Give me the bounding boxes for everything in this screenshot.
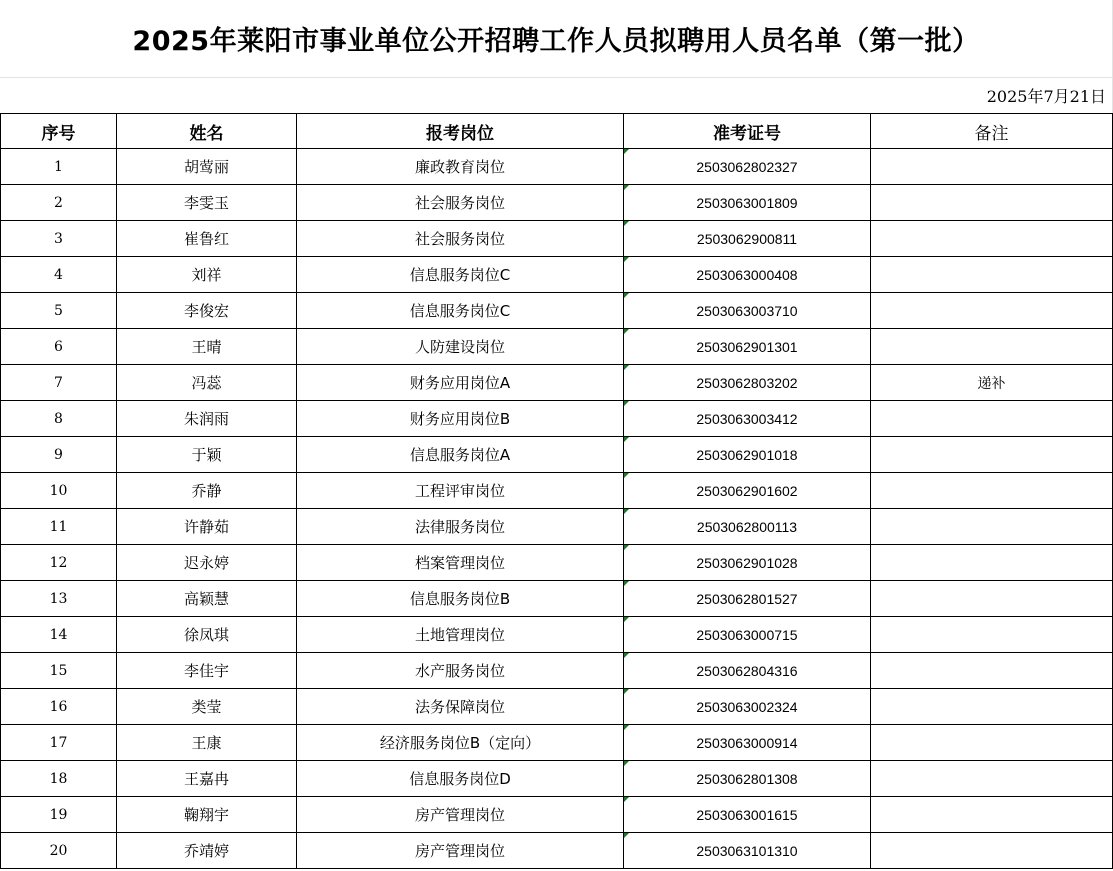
table-row [1, 797, 1113, 833]
cell-name-text: 类莹 [191, 698, 222, 716]
cell-name[interactable] [117, 833, 297, 869]
text-format-indicator-icon [624, 185, 629, 190]
hiring-list-table [0, 113, 1113, 869]
cell-exam-number[interactable] [624, 149, 871, 185]
text-format-indicator-icon [624, 257, 629, 262]
cell-name-text: 朱润雨 [183, 410, 229, 428]
cell-name-text: 高颖慧 [183, 590, 229, 608]
table-row [1, 653, 1113, 689]
cell-note[interactable] [871, 545, 1113, 581]
cell-index[interactable] [1, 653, 117, 689]
cell-exam-number-text: 2503062901018 [696, 446, 798, 463]
cell-exam-number[interactable] [624, 365, 871, 401]
cell-note[interactable] [871, 761, 1113, 797]
table-row [1, 473, 1113, 509]
text-format-indicator-icon [624, 797, 629, 802]
table-row [1, 221, 1113, 257]
column-header-note[interactable]: 备注 [871, 114, 1113, 149]
cell-name[interactable] [117, 185, 297, 221]
cell-note[interactable] [871, 797, 1113, 833]
table-row [1, 761, 1113, 797]
cell-index[interactable] [1, 617, 117, 653]
cell-index[interactable] [1, 473, 117, 509]
cell-post[interactable] [297, 545, 624, 581]
table-row [1, 581, 1113, 617]
cell-post[interactable] [297, 689, 624, 725]
cell-name-text: 王晴 [191, 338, 222, 356]
cell-name[interactable] [117, 545, 297, 581]
cell-name-text: 刘祥 [191, 266, 222, 284]
table-row [1, 725, 1113, 761]
cell-post-text: 廉政教育岗位 [414, 158, 505, 176]
text-format-indicator-icon [624, 329, 629, 334]
cell-post[interactable] [297, 761, 624, 797]
cell-exam-number[interactable] [624, 689, 871, 725]
cell-name[interactable] [117, 293, 297, 329]
column-header-post[interactable]: 报考岗位 [297, 114, 624, 149]
cell-index[interactable] [1, 257, 117, 293]
cell-name-text: 王康 [191, 734, 222, 752]
table-header-row [1, 114, 1113, 149]
cell-index-text: 8 [54, 410, 63, 427]
cell-exam-number[interactable] [624, 725, 871, 761]
cell-name[interactable] [117, 401, 297, 437]
cell-exam-number[interactable] [624, 581, 871, 617]
cell-exam-number-text: 2503062802327 [696, 158, 798, 175]
cell-post[interactable] [297, 437, 624, 473]
cell-note[interactable] [871, 293, 1113, 329]
cell-post[interactable] [297, 797, 624, 833]
title-row [0, 0, 1113, 78]
cell-post[interactable] [297, 725, 624, 761]
cell-post[interactable] [297, 365, 624, 401]
text-format-indicator-icon [624, 689, 629, 694]
cell-index-text: 13 [49, 590, 68, 607]
text-format-indicator-icon [624, 833, 629, 838]
cell-index-text: 6 [54, 338, 63, 355]
cell-post[interactable] [297, 293, 624, 329]
cell-post[interactable] [297, 401, 624, 437]
cell-name[interactable] [117, 689, 297, 725]
cell-name-text: 徐凤琪 [183, 626, 229, 644]
cell-exam-number-text: 2503062900811 [696, 230, 798, 247]
date-row [0, 78, 1113, 113]
text-format-indicator-icon [624, 221, 629, 226]
cell-exam-number-text: 2503063000408 [696, 266, 798, 283]
table-row [1, 509, 1113, 545]
cell-note[interactable] [871, 329, 1113, 365]
cell-index[interactable] [1, 689, 117, 725]
cell-post-text: 经济服务岗位B（定向） [379, 734, 541, 752]
cell-note[interactable] [871, 509, 1113, 545]
cell-post-text: 财务应用岗位B [409, 410, 511, 428]
cell-exam-number[interactable] [624, 833, 871, 869]
cell-name-text: 乔靖婷 [183, 842, 229, 860]
cell-index-text: 10 [49, 482, 68, 499]
cell-name[interactable] [117, 653, 297, 689]
cell-exam-number-text: 2503063002324 [696, 698, 798, 715]
table-row [1, 257, 1113, 293]
cell-exam-number-text: 2503063003710 [696, 302, 798, 319]
cell-index[interactable] [1, 581, 117, 617]
cell-post[interactable] [297, 329, 624, 365]
cell-index-text: 5 [54, 302, 63, 319]
cell-post-text: 信息服务岗位D [409, 770, 511, 788]
cell-post[interactable] [297, 653, 624, 689]
column-header-name[interactable]: 姓名 [117, 114, 297, 149]
publish-date: 2025年7月21日 [986, 87, 1106, 106]
page-title: 2025年莱阳市事业单位公开招聘工作人员拟聘用人员名单（第一批） [132, 26, 980, 57]
cell-exam-number-text: 2503062901028 [696, 554, 798, 571]
cell-note-text: 递补 [977, 375, 1006, 392]
cell-post-text: 信息服务岗位A [409, 446, 511, 464]
cell-post[interactable] [297, 509, 624, 545]
cell-name-text: 胡莺丽 [183, 158, 229, 176]
cell-post-text: 房产管理岗位 [414, 842, 505, 860]
cell-note[interactable] [871, 617, 1113, 653]
cell-name-text: 于颖 [191, 446, 222, 464]
table-row [1, 329, 1113, 365]
column-header-index[interactable]: 序号 [1, 114, 117, 149]
cell-index-text: 20 [49, 842, 68, 859]
cell-post[interactable] [297, 581, 624, 617]
cell-name-text: 乔静 [191, 482, 222, 500]
cell-exam-number-text: 2503062804316 [696, 662, 798, 679]
cell-index[interactable] [1, 833, 117, 869]
cell-index-text: 3 [54, 230, 63, 247]
cell-post-text: 法务保障岗位 [414, 698, 505, 716]
cell-exam-number[interactable] [624, 329, 871, 365]
cell-post[interactable] [297, 149, 624, 185]
cell-note[interactable] [871, 473, 1113, 509]
cell-post-text: 档案管理岗位 [414, 554, 505, 572]
cell-index-text: 19 [49, 806, 68, 823]
cell-post[interactable] [297, 221, 624, 257]
cell-index-text: 11 [49, 518, 68, 535]
text-format-indicator-icon [624, 293, 629, 298]
cell-exam-number[interactable] [624, 401, 871, 437]
cell-note[interactable] [871, 221, 1113, 257]
cell-note[interactable] [871, 257, 1113, 293]
cell-name-text: 鞠翔宇 [183, 806, 229, 824]
cell-note[interactable] [871, 653, 1113, 689]
cell-note[interactable] [871, 689, 1113, 725]
cell-index[interactable] [1, 365, 117, 401]
cell-name-text: 王嘉冉 [183, 770, 229, 788]
cell-post[interactable] [297, 185, 624, 221]
cell-name[interactable] [117, 761, 297, 797]
table-row [1, 293, 1113, 329]
cell-note[interactable] [871, 401, 1113, 437]
text-format-indicator-icon [624, 401, 629, 406]
cell-name-text: 冯蕊 [191, 374, 222, 392]
cell-exam-number-text: 2503063001615 [696, 806, 798, 823]
cell-post-text: 信息服务岗位B [409, 590, 511, 608]
text-format-indicator-icon [624, 149, 629, 154]
text-format-indicator-icon [624, 473, 629, 478]
cell-exam-number-text: 2503063000914 [696, 734, 798, 751]
table-body [1, 149, 1113, 869]
cell-name-text: 许静茹 [183, 518, 229, 536]
text-format-indicator-icon [624, 617, 629, 622]
cell-exam-number-text: 2503063001809 [696, 194, 798, 211]
text-format-indicator-icon [624, 761, 629, 766]
cell-index-text: 18 [49, 770, 68, 787]
cell-index-text: 12 [49, 554, 68, 571]
cell-name[interactable] [117, 473, 297, 509]
cell-name[interactable] [117, 725, 297, 761]
cell-exam-number-text: 2503062801527 [696, 590, 798, 607]
text-format-indicator-icon [624, 509, 629, 514]
table-row [1, 365, 1113, 401]
cell-exam-number[interactable] [624, 797, 871, 833]
text-format-indicator-icon [624, 653, 629, 658]
cell-index[interactable] [1, 797, 117, 833]
cell-exam-number[interactable] [624, 293, 871, 329]
cell-post-text: 信息服务岗位C [409, 302, 511, 320]
cell-name[interactable] [117, 437, 297, 473]
cell-exam-number[interactable] [624, 221, 871, 257]
cell-index-text: 7 [54, 374, 63, 391]
cell-index[interactable] [1, 221, 117, 257]
cell-exam-number-text: 2503062803202 [696, 374, 798, 391]
table-row [1, 833, 1113, 869]
cell-index[interactable] [1, 509, 117, 545]
cell-index-text: 1 [54, 158, 63, 175]
text-format-indicator-icon [624, 725, 629, 730]
cell-index-text: 15 [49, 662, 68, 679]
cell-index[interactable] [1, 725, 117, 761]
cell-exam-number[interactable] [624, 257, 871, 293]
cell-note[interactable] [871, 581, 1113, 617]
cell-name[interactable] [117, 797, 297, 833]
cell-name[interactable] [117, 509, 297, 545]
cell-exam-number[interactable] [624, 761, 871, 797]
cell-exam-number-text: 2503063101310 [696, 842, 798, 859]
cell-exam-number[interactable] [624, 617, 871, 653]
cell-name[interactable] [117, 329, 297, 365]
table-row [1, 545, 1113, 581]
table-row [1, 149, 1113, 185]
cell-exam-number-text: 2503063000715 [696, 626, 798, 643]
column-header-exam-number[interactable]: 准考证号 [624, 114, 871, 149]
cell-post-text: 工程评审岗位 [414, 482, 505, 500]
cell-post[interactable] [297, 473, 624, 509]
table-row [1, 185, 1113, 221]
cell-name-text: 李雯玉 [183, 194, 229, 212]
cell-post-text: 信息服务岗位C [409, 266, 511, 284]
cell-name[interactable] [117, 221, 297, 257]
cell-exam-number[interactable] [624, 473, 871, 509]
cell-post-text: 人防建设岗位 [414, 338, 505, 356]
cell-index-text: 4 [54, 266, 63, 283]
cell-name[interactable] [117, 257, 297, 293]
table-row [1, 617, 1113, 653]
cell-post-text: 社会服务岗位 [414, 194, 505, 212]
table-row [1, 437, 1113, 473]
cell-note[interactable] [871, 149, 1113, 185]
cell-exam-number-text: 2503063003412 [696, 410, 798, 427]
cell-note[interactable] [871, 437, 1113, 473]
cell-exam-number[interactable] [624, 545, 871, 581]
cell-index[interactable] [1, 545, 117, 581]
cell-note[interactable] [871, 725, 1113, 761]
cell-exam-number-text: 2503062800113 [696, 518, 798, 535]
cell-post-text: 法律服务岗位 [414, 518, 505, 536]
cell-post[interactable] [297, 617, 624, 653]
cell-index[interactable] [1, 293, 117, 329]
cell-post-text: 财务应用岗位A [409, 374, 511, 392]
cell-exam-number[interactable] [624, 653, 871, 689]
table-row [1, 689, 1113, 725]
cell-index-text: 2 [54, 194, 63, 211]
cell-index-text: 14 [49, 626, 68, 643]
cell-note[interactable] [871, 833, 1113, 869]
cell-index-text: 17 [49, 734, 68, 751]
cell-post-text: 房产管理岗位 [414, 806, 505, 824]
text-format-indicator-icon [624, 581, 629, 586]
cell-post-text: 土地管理岗位 [414, 626, 505, 644]
cell-exam-number-text: 2503062801308 [696, 770, 798, 787]
text-format-indicator-icon [624, 365, 629, 370]
cell-name[interactable] [117, 365, 297, 401]
cell-exam-number-text: 2503062901301 [696, 338, 798, 355]
cell-name-text: 李佳宇 [183, 662, 229, 680]
cell-name-text: 崔鲁红 [183, 230, 229, 248]
cell-index[interactable] [1, 437, 117, 473]
cell-index[interactable] [1, 149, 117, 185]
cell-post[interactable] [297, 257, 624, 293]
cell-name[interactable] [117, 581, 297, 617]
cell-post-text: 社会服务岗位 [414, 230, 505, 248]
table-row [1, 401, 1113, 437]
cell-post[interactable] [297, 833, 624, 869]
cell-exam-number[interactable] [624, 437, 871, 473]
cell-name-text: 迟永婷 [183, 554, 229, 572]
cell-name[interactable] [117, 149, 297, 185]
cell-exam-number[interactable] [624, 185, 871, 221]
cell-index-text: 9 [54, 446, 63, 463]
text-format-indicator-icon [624, 437, 629, 442]
cell-note[interactable] [871, 185, 1113, 221]
cell-index-text: 16 [49, 698, 68, 715]
text-format-indicator-icon [624, 545, 629, 550]
cell-name[interactable] [117, 617, 297, 653]
cell-index[interactable] [1, 329, 117, 365]
cell-name-text: 李俊宏 [183, 302, 229, 320]
cell-note[interactable] [871, 365, 1113, 401]
cell-exam-number[interactable] [624, 509, 871, 545]
cell-post-text: 水产服务岗位 [414, 662, 505, 680]
cell-index[interactable] [1, 761, 117, 797]
cell-index[interactable] [1, 401, 117, 437]
cell-exam-number-text: 2503062901602 [696, 482, 798, 499]
cell-index[interactable] [1, 185, 117, 221]
